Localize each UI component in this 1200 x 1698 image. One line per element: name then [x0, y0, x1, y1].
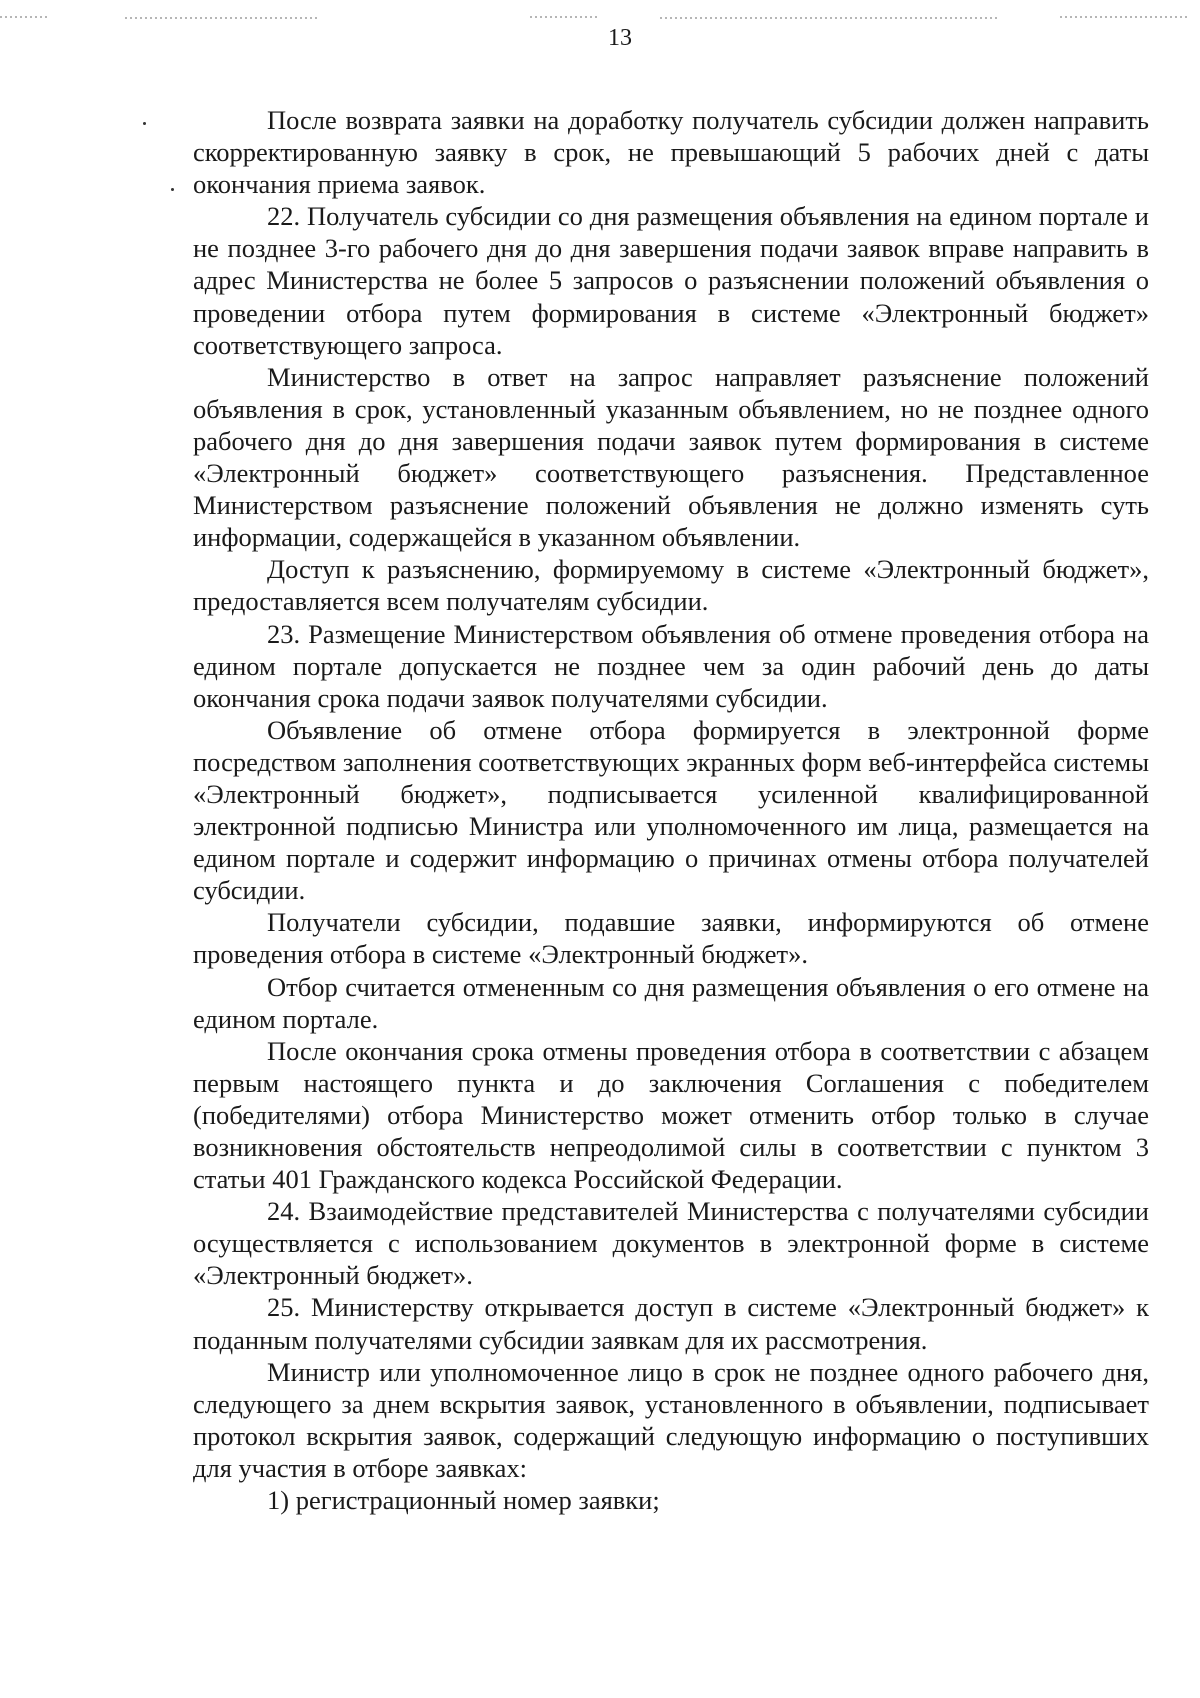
- paragraph-clause-22: 22. Получатель субсидии со дня размещения объявления на едином портале и не позднее 3-го рабочего дня до дня завершения подачи заявок вправе направить в адрес Министерства не более 5 запросов о разъяснении положений объявления о проведении отбора путем формирования в системе «Электронный бюджет» соответствующего запроса.: [193, 201, 1149, 360]
- paragraph: После возврата заявки на доработку получатель субсидии должен направить скорректированную заявку в срок, не превышающий 5 рабочих дней с даты окончания приема заявок.: [193, 105, 1149, 200]
- paragraph: После окончания срока отмены проведения отбора в соответствии с абзацем первым настоящего пункта и до заключения Соглашения с победителем (победителями) отбора Министерство может отменить отбор только в случае возникновения обстоятельств непреодолимой силы в соответствии с пунктом 3 статьи 401 Гражданского кодекса Российской Федерации.: [193, 1035, 1149, 1195]
- paragraph: Отбор считается отмененным со дня размещения объявления о его отмене на едином портале.: [193, 971, 1149, 1034]
- scan-artifact-header: [0, 14, 1200, 22]
- scan-speck: [171, 188, 174, 191]
- paragraph: Получатели субсидии, подавшие заявки, информируются об отмене проведения отбора в системе «Электронный бюджет».: [193, 907, 1149, 970]
- document-body: [193, 104, 1149, 1516]
- paragraph: Доступ к разъяснению, формируемому в системе «Электронный бюджет», предоставляется всем получателям субсидии.: [193, 554, 1149, 617]
- paragraph: Министр или уполномоченное лицо в срок не позднее одного рабочего дня, следующего за днем вскрытия заявок, установленного в объявлении, подписывает протокол вскрытия заявок, содержащий следующую информацию о поступивших для участия в отборе заявках:: [193, 1356, 1149, 1483]
- paragraph: Объявление об отмене отбора формируется в электронной форме посредством заполнения соответствующих экранных форм веб-интерфейса системы «Электронный бюджет», подписывается усиленной квалифицированной электронной подписью Министра или уполномоченного им лица, размещается на едином портале и содержит информацию о причинах отмены отбора получателей субсидии.: [193, 714, 1149, 906]
- scan-speck: [143, 122, 146, 125]
- page-number: 13: [608, 25, 632, 51]
- paragraph-clause-25: 25. Министерству открывается доступ в системе «Электронный бюджет» к поданным получателями субсидии заявкам для их рассмотрения.: [193, 1292, 1149, 1355]
- paragraph-clause-23: 23. Размещение Министерством объявления об отмене проведения отбора на едином портале допускается не позднее чем за один рабочий день до даты окончания срока подачи заявок получателями субсидии.: [193, 618, 1149, 713]
- paragraph-clause-24: 24. Взаимодействие представителей Министерства с получателями субсидии осуществляется с использованием документов в электронной форме в системе «Электронный бюджет».: [193, 1196, 1149, 1291]
- paragraph: Министерство в ответ на запрос направляет разъяснение положений объявления в срок, установленный указанным объявлением, но не позднее одного рабочего дня до дня завершения подачи заявок путем формирования в системе «Электронный бюджет» соответствующего разъяснения. Представленное Министерством разъяснение положений объявления не должно изменять суть информации, содержащейся в указанном объявлении.: [193, 361, 1149, 553]
- list-item: 1) регистрационный номер заявки;: [267, 1485, 660, 1516]
